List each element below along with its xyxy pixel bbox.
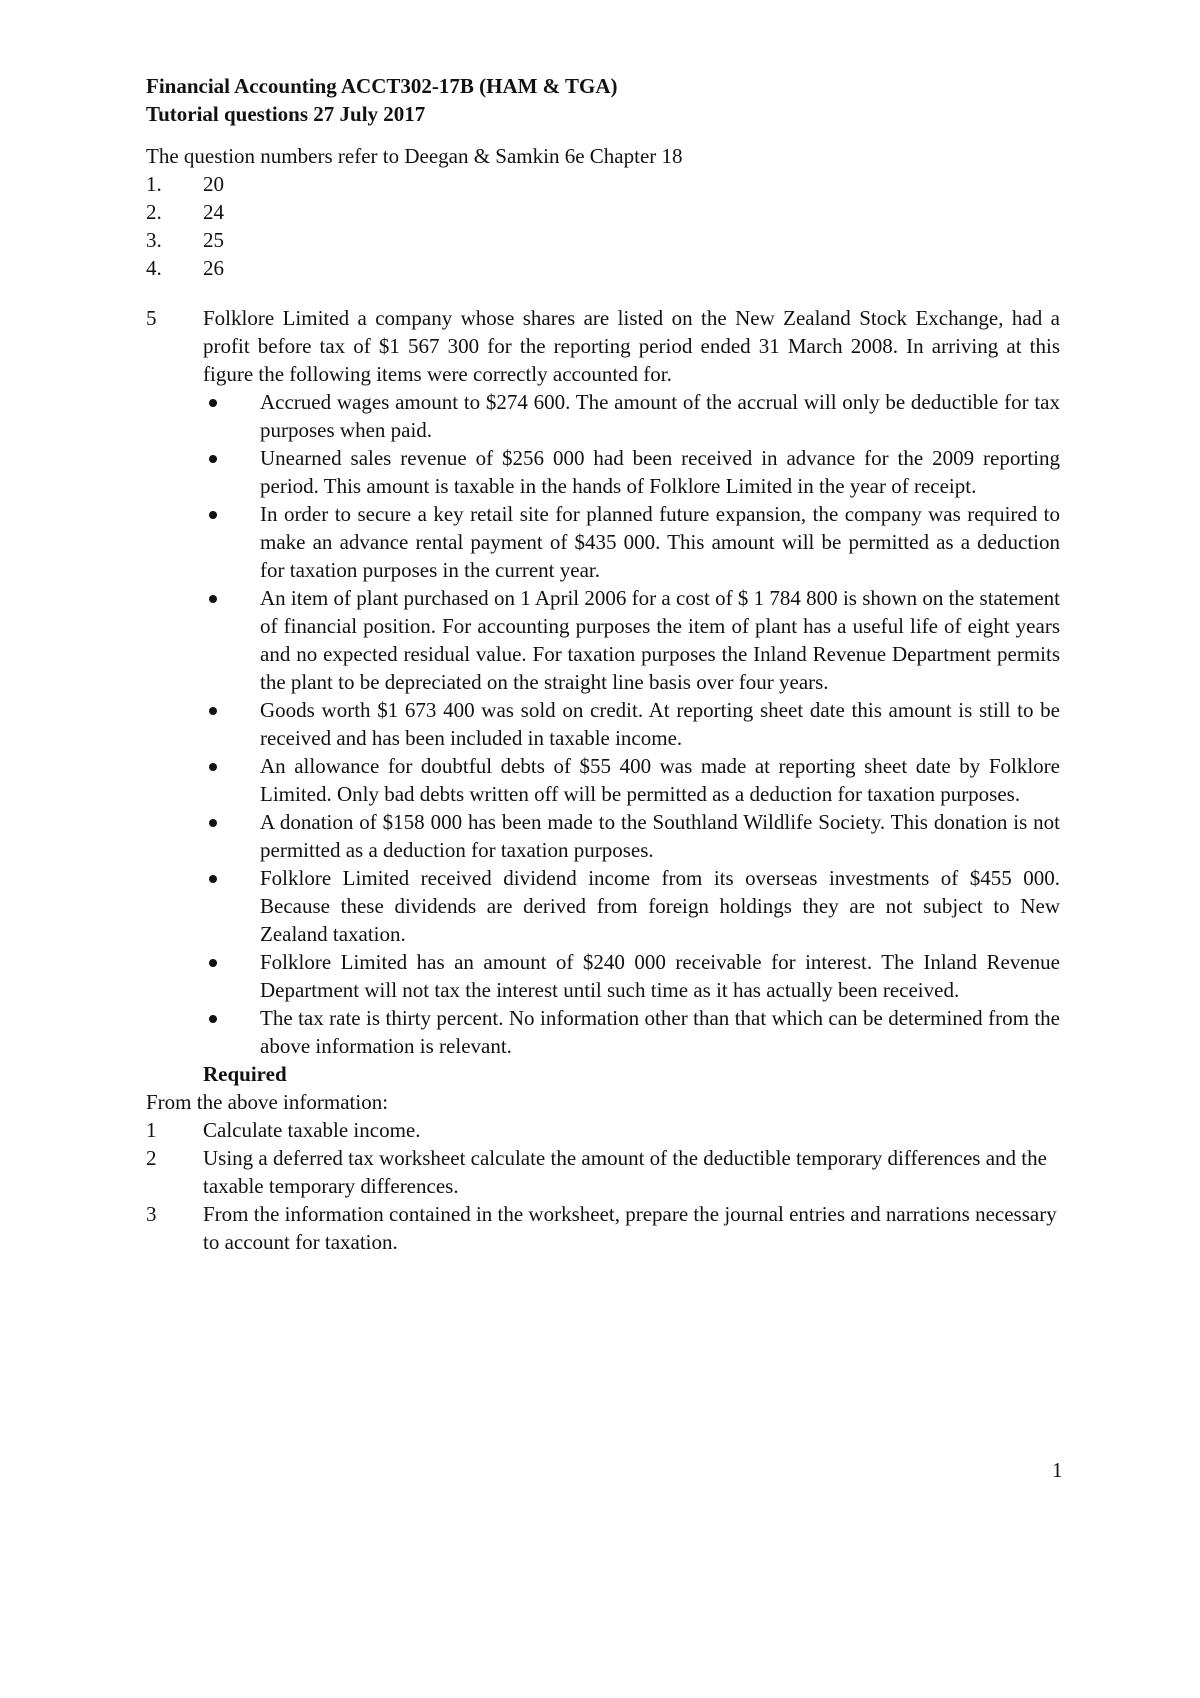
bullet-icon <box>203 864 260 948</box>
bullet-text: Folklore Limited has an amount of $240 000 receivable for interest. The Inland Revenue Department will not tax the interest until such time as it has actually been received. <box>260 950 1060 1002</box>
question-text: 26 <box>203 256 224 280</box>
bullet-item <box>203 864 1060 948</box>
problem-body <box>203 304 1060 1088</box>
bullet-icon <box>203 808 260 864</box>
bullet-text: An allowance for doubtful debts of $55 400 was made at reporting sheet date by Folklore Limited. Only bad debts written off will be permitted as a deduction for taxation purposes. <box>260 754 1060 806</box>
bullet-icon <box>203 752 260 808</box>
bullet-text: A donation of $158 000 has been made to the Southland Wildlife Society. This donation is not permitted as a deduction for taxation purposes. <box>260 810 1060 862</box>
required-number: 3 <box>146 1202 157 1226</box>
required-number: 1 <box>146 1118 157 1142</box>
bullet-item <box>203 500 1060 584</box>
required-text: Using a deferred tax worksheet calculate the amount of the deductible temporary differences and the taxable temporary differences. <box>203 1146 1047 1198</box>
question-text: 24 <box>203 200 224 224</box>
question-list <box>146 170 1060 282</box>
bullet-item <box>203 752 1060 808</box>
problem-number: 5 <box>146 306 157 330</box>
question-item <box>146 170 1060 198</box>
bullet-item <box>203 444 1060 500</box>
bullet-text: Accrued wages amount to $274 600. The amount of the accrual will only be deductible for tax purposes when paid. <box>260 390 1060 442</box>
bullet-text: Goods worth $1 673 400 was sold on credit. At reporting sheet date this amount is still to be received and has been included in taxable income. <box>260 698 1060 750</box>
page-content <box>146 72 1060 1256</box>
bullet-icon <box>203 500 260 584</box>
required-heading: Required <box>203 1062 287 1086</box>
bullet-icon <box>203 584 260 696</box>
bullet-item <box>203 808 1060 864</box>
bullet-item <box>203 948 1060 1004</box>
question-text: 25 <box>203 228 224 252</box>
required-text: Calculate taxable income. <box>203 1118 421 1142</box>
bullet-icon <box>203 696 260 752</box>
question-item <box>146 254 1060 282</box>
bullet-item <box>203 584 1060 696</box>
question-number: 1. <box>146 172 162 196</box>
question-number: 2. <box>146 200 162 224</box>
required-item <box>146 1116 1060 1144</box>
bullet-item <box>203 696 1060 752</box>
page-number: 1 <box>1052 1458 1063 1482</box>
bullet-item <box>203 1004 1060 1060</box>
bullet-item <box>203 388 1060 444</box>
intro-text: The question numbers refer to Deegan & Samkin 6e Chapter 18 <box>146 144 683 168</box>
tutorial-title: Tutorial questions 27 July 2017 <box>146 102 426 126</box>
bullet-text: In order to secure a key retail site for planned future expansion, the company was required to make an advance rental payment of $435 000. This amount will be permitted as a deduction for taxation purposes in the current year. <box>260 502 1060 582</box>
bullet-icon <box>203 444 260 500</box>
required-intro: From the above information: <box>146 1090 389 1114</box>
bullet-text: An item of plant purchased on 1 April 2006 for a cost of $ 1 784 800 is shown on the statement of financial position. For accounting purposes the item of plant has a useful life of eight years and no expected residual value. For taxation purposes the Inland Revenue Department permits the plant to be depreciated on the straight line basis over four years. <box>260 586 1060 694</box>
required-text: From the information contained in the worksheet, prepare the journal entries and narrations necessary to account for taxation. <box>203 1202 1057 1254</box>
question-number: 4. <box>146 256 162 280</box>
bullet-text: Unearned sales revenue of $256 000 had been received in advance for the 2009 reporting period. This amount is taxable in the hands of Folklore Limited in the year of receipt. <box>260 446 1060 498</box>
required-item <box>146 1200 1060 1256</box>
required-item <box>146 1144 1060 1200</box>
bullet-icon <box>203 948 260 1004</box>
problem-intro: Folklore Limited a company whose shares are listed on the New Zealand Stock Exchange, had a profit before tax of $1 567 300 for the reporting period ended 31 March 2008. In arriving at this figure the following items were correctly accounted for. <box>203 306 1060 386</box>
bullet-icon <box>203 388 260 444</box>
bullet-icon <box>203 1004 260 1060</box>
question-number: 3. <box>146 228 162 252</box>
required-number: 2 <box>146 1146 157 1170</box>
question-text: 20 <box>203 172 224 196</box>
question-item <box>146 226 1060 254</box>
bullet-text: The tax rate is thirty percent. No information other than that which can be determined from the above information is relevant. <box>260 1006 1060 1058</box>
bullet-text: Folklore Limited received dividend income from its overseas investments of $455 000. Because these dividends are derived from foreign holdings they are not subject to New Zealand taxation. <box>260 866 1060 946</box>
problem-5 <box>146 304 1060 1088</box>
question-item <box>146 198 1060 226</box>
bullet-list <box>203 388 1060 1060</box>
course-title: Financial Accounting ACCT302-17B (HAM & TGA) <box>146 74 618 98</box>
